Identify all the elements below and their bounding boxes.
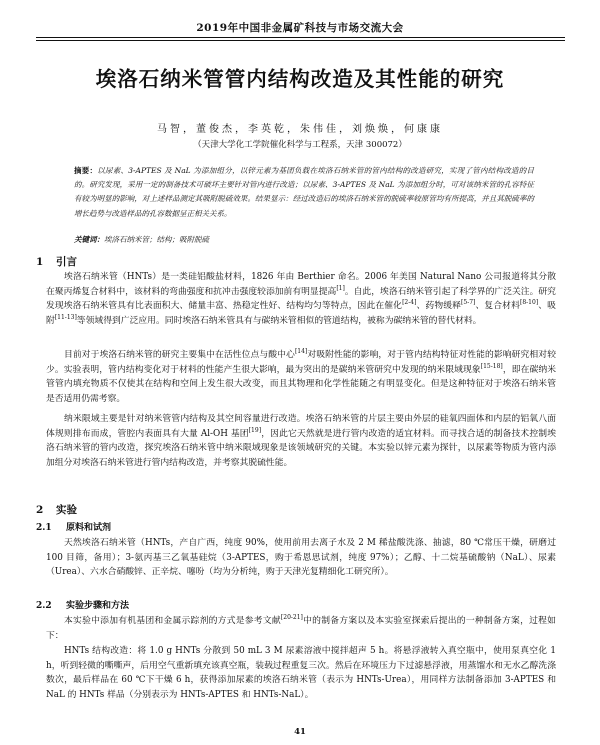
keywords-text: 埃洛石纳米管；结构；吸附脱硫 <box>104 235 209 244</box>
intro-paragraph-2 <box>46 348 556 406</box>
text-run: 目前对于埃洛石纳米管的研究主要集中在活性位点与酸中心 <box>64 350 295 360</box>
page-number: 41 <box>294 727 306 737</box>
text-run: 、药物缓释 <box>416 301 462 312</box>
citation: [14] <box>294 348 308 356</box>
text-run: 等领域得到广泛应用。同时埃洛石纳米管具有与碳纳米管相似的管道结构，被称为碳纳米管的替代材料。 <box>76 315 482 326</box>
citation: [20-21] <box>280 614 303 622</box>
subsection-title: 原料和试剂 <box>66 523 112 533</box>
affiliation: （天津大学化工学院催化科学与工程系，天津 300072） <box>193 140 407 150</box>
text-run: 、复合材料 <box>475 301 520 312</box>
text-run: 中的制备方案以及本实验室探索后提出的一种制备方案，过程如下： <box>46 616 556 641</box>
section-title: 引言 <box>56 256 77 268</box>
citation: [5-7] <box>461 299 476 307</box>
header-rule-thin <box>36 40 565 41</box>
subsection-heading-materials <box>36 520 111 533</box>
citation: [1] <box>336 284 345 292</box>
intro-paragraph-1 <box>46 270 556 328</box>
text-run: 、吸附 <box>46 301 556 326</box>
paper-title: 埃洛石纳米管管内结构改造及其性能的研究 <box>95 67 505 91</box>
section-heading-intro <box>36 254 77 269</box>
abstract-label: 摘要： <box>74 166 98 175</box>
procedure-paragraph-2: HNTs 结构改造：将 1.0 g HNTs 分散到 50 mL 3 M 尿素溶液中搅拌超声 5 h。将悬浮液转入真空瓶中，使用泵真空化 1 h，听到轻微的嘶嘶声，后用空气重新填充该真空瓶，装载过程重复三次。然后在环境压力下过滤悬浮液，用蒸馏水和无水乙醇洗涤数次，最后样品在 60 ℃下干燥 6 h，获得添加尿素的埃洛石纳米管（表示为 HNTs-Urea），用同样方法制备添加 3-APTES 和 NaL 的 HNTs 样品（分别表示为 HNTs-APTES 和 HNTs-NaL）。 <box>46 646 556 700</box>
abstract-text: 以尿素、3-APTES 及 NaL 为添加组分，以锌元素为基团负载在埃洛石纳米管的管内结构的改造研究，实现了管内结构改造的目的。研究发现，采用一定的制备技术可破坏主要针对管内进行改造；以尿素、3-APTES 及 NaL 为添加组分时，可对该纳米管的孔容特征有较为明显的影响，对上述样品测定其吸附脱硫效果。结果显示：经过改造后的埃洛石纳米管的脱硫率较原管均有所提高，并且其脱硫率的增长趋势与改造样品的孔容数据呈正相关关系。 <box>74 166 534 218</box>
abstract <box>74 164 534 221</box>
text-run: 对吸附性能的影响，对于管内结构特征对性能的影响研究相对较少。实验表明，管内结构变化对于材料的性能产生很大影响，最为突出的是碳纳米管研究中发现的纳米限域现象 <box>46 350 556 375</box>
subsection-heading-procedure <box>36 598 129 611</box>
keywords <box>74 234 534 245</box>
section-number: 1 <box>36 256 44 268</box>
subsection-number: 2.2 <box>36 601 52 611</box>
section-title: 实验 <box>56 504 77 516</box>
materials-paragraph: 天然埃洛石纳米管（HNTs，产自广西，纯度 90%，使用前用去离子水及 2 M 稀盐酸洗涤、抽滤，80 ℃常压干燥，研磨过 100 目筛，备用）；3-氨丙基三乙氧基硅烷（3-APTES，购于希恩思试剂，纯度 97%）；乙醇、十二烷基硫酸钠（NaL）、尿素（Urea）、六水合硝酸锌、正辛烷、噻吩（均为分析纯，购于天津光复精细化工研究所）。 <box>46 538 556 578</box>
header-rule <box>36 37 565 38</box>
text-run: ，即在碳纳米管管内填充物质不仅使其在结构和空间上发生很大改变，而且其物理和化学性能随之有明显变化。但是这种特征对于埃洛石纳米管是否适用仍需考察。 <box>46 364 556 404</box>
section-number: 2 <box>36 504 44 516</box>
text-run: 纳米限域主要是针对纳米管管内结构及其空间容量进行改造。埃洛石纳米管的片层主要由外层的硅氧四面体和内层的铝氧八面体规则排布而成，管腔内表面具有大量 Al-OH 基团 <box>46 414 556 439</box>
text-run: 埃洛石纳米管（HNTs）是一类硅铝酸盐材料，1826 年由 Berthier 命名。2006 年美国 Natural Nano 公司报道将其分散在聚丙烯复合材料中，该材料的弯曲强度和抗冲击强度较添加前有明显提高 <box>46 272 556 297</box>
citation: [8-10] <box>520 299 539 307</box>
citation: [15-18] <box>480 362 503 370</box>
citation: [19] <box>248 426 262 434</box>
text-run: ，因此它天然就是进行管内改造的适宜材料。而寻找合适的制备技术控制埃洛石纳米管的管内改造，探究埃洛石纳米管中纳米限域现象是该领域研究的关键。本实验以锌元素为探针，以尿素等物质为管内添加组分对埃洛石纳米管进行管内结构改造，并考察其脱硫性能。 <box>46 428 556 468</box>
text-run: 。自此，埃洛石纳米管引起了科学界的广泛关注。研究发现埃洛石纳米管具有比表面积大、储量丰富、热稳定性好、结构均匀等特点，因此在催化 <box>46 286 556 312</box>
intro-paragraph-3 <box>46 412 556 470</box>
author-list: 马智，董俊杰，李英乾，朱伟佳，刘焕焕，何康康 <box>157 124 443 135</box>
running-head: 2019年中国非金属矿科技与市场交流大会 <box>196 22 404 34</box>
keywords-label: 关键词： <box>74 235 104 244</box>
subsection-number: 2.1 <box>36 523 52 533</box>
subsection-title: 实验步骤和方法 <box>66 601 130 611</box>
section-heading-experiment <box>36 502 77 517</box>
citation: [2-4] <box>402 299 417 307</box>
text-run: 本实验中添加有机基团和金属示踪剂的方式是参考文献 <box>64 616 281 626</box>
citation: [11-13] <box>54 313 77 321</box>
procedure-paragraph-1 <box>46 614 556 643</box>
